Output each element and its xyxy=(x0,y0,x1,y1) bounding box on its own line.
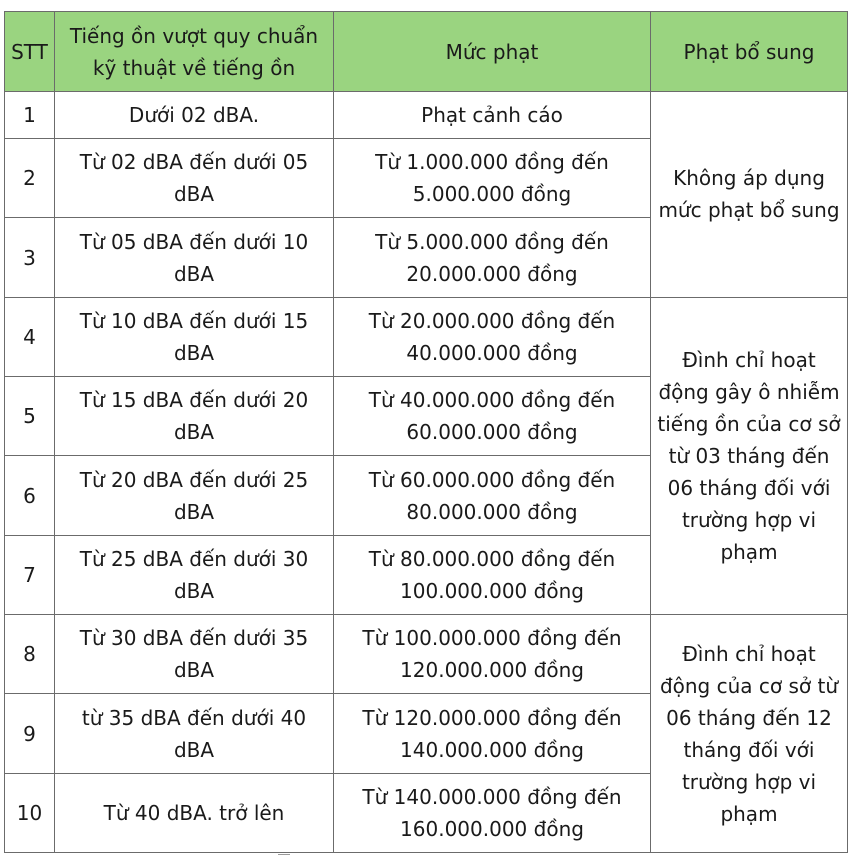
header-row xyxy=(5,12,848,92)
cell-stt: 8 xyxy=(5,615,55,694)
cell-noise-level: từ 35 dBA đến dưới 40 dBA xyxy=(55,694,334,773)
cell-fine: Phạt cảnh cáo xyxy=(334,92,651,139)
cell-noise-level: Từ 02 dBA đến dưới 05 dBA xyxy=(55,139,334,218)
cell-stt: 3 xyxy=(5,218,55,297)
cell-stt: 6 xyxy=(5,456,55,535)
cell-fine: Từ 1.000.000 đồng đến 5.000.000 đồng xyxy=(334,139,651,218)
table-row xyxy=(5,615,848,694)
cell-stt: 9 xyxy=(5,694,55,773)
cell-fine: Từ 40.000.000 đồng đến 60.000.000 đồng xyxy=(334,377,651,456)
cell-noise-level: Từ 15 dBA đến dưới 20 dBA xyxy=(55,377,334,456)
table-row xyxy=(5,92,848,139)
cell-stt: 1 xyxy=(5,92,55,139)
cell-fine: Từ 120.000.000 đồng đến 140.000.000 đồng xyxy=(334,694,651,773)
header-additional-penalty: Phạt bổ sung xyxy=(651,12,848,92)
cell-stt: 4 xyxy=(5,297,55,376)
cell-noise-level: Dưới 02 dBA. xyxy=(55,92,334,139)
cell-additional-penalty: Đình chỉ hoạt động của cơ sở từ 06 tháng đến 12 tháng đối với trường hợp vi phạm xyxy=(651,615,848,853)
cell-additional-penalty: Không áp dụng mức phạt bổ sung xyxy=(651,92,848,298)
table-row xyxy=(5,297,848,376)
cell-stt: 2 xyxy=(5,139,55,218)
cell-noise-level: Từ 30 dBA đến dưới 35 dBA xyxy=(55,615,334,694)
cell-fine: Từ 80.000.000 đồng đến 100.000.000 đồng xyxy=(334,535,651,614)
header-noise-level: Tiếng ồn vượt quy chuẩn kỹ thuật về tiếng ồn xyxy=(55,12,334,92)
cell-noise-level: Từ 20 dBA đến dưới 25 dBA xyxy=(55,456,334,535)
cell-stt: 5 xyxy=(5,377,55,456)
cell-noise-level: Từ 25 dBA đến dưới 30 dBA xyxy=(55,535,334,614)
cell-noise-level: Từ 05 dBA đến dưới 10 dBA xyxy=(55,218,334,297)
cell-fine: Từ 100.000.000 đồng đến 120.000.000 đồng xyxy=(334,615,651,694)
cell-noise-level: Từ 10 dBA đến dưới 15 dBA xyxy=(55,297,334,376)
noise-fine-table xyxy=(4,11,848,853)
cell-fine: Từ 20.000.000 đồng đến 40.000.000 đồng xyxy=(334,297,651,376)
header-fine: Mức phạt xyxy=(334,12,651,92)
cell-stt: 10 xyxy=(5,773,55,852)
cropped-text-fragment xyxy=(278,854,290,858)
cell-additional-penalty: Đình chỉ hoạt động gây ô nhiễm tiếng ồn của cơ sở từ 03 tháng đến 06 tháng đối với trường hợp vi phạm xyxy=(651,297,848,614)
cell-stt: 7 xyxy=(5,535,55,614)
cell-fine: Từ 5.000.000 đồng đến 20.000.000 đồng xyxy=(334,218,651,297)
cell-noise-level: Từ 40 dBA. trở lên xyxy=(55,773,334,852)
cell-fine: Từ 140.000.000 đồng đến 160.000.000 đồng xyxy=(334,773,651,852)
header-stt: STT xyxy=(5,12,55,92)
cell-fine: Từ 60.000.000 đồng đến 80.000.000 đồng xyxy=(334,456,651,535)
